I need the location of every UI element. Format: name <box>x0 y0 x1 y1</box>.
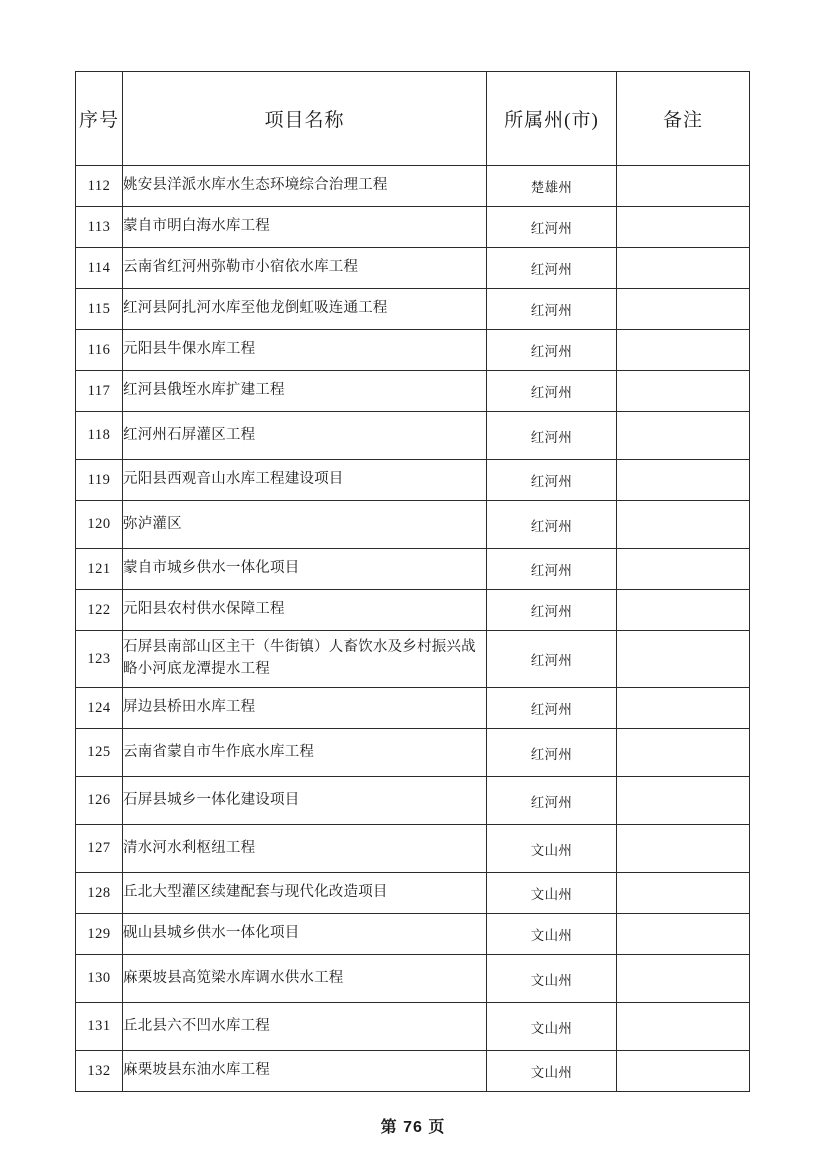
table-row <box>76 460 750 501</box>
cell-project-name: 蒙自市城乡供水一体化项目 <box>123 549 487 590</box>
cell-remark <box>617 289 750 330</box>
table-row <box>76 371 750 412</box>
cell-project-name: 元阳县农村供水保障工程 <box>123 590 487 631</box>
cell-index: 124 <box>76 688 123 729</box>
cell-project-name: 砚山县城乡供水一体化项目 <box>123 914 487 955</box>
column-header-region: 所属州(市) <box>487 72 617 166</box>
cell-remark <box>617 549 750 590</box>
table-body <box>76 166 750 1092</box>
cell-region: 红河州 <box>487 207 617 248</box>
cell-remark <box>617 166 750 207</box>
project-table-container <box>75 71 749 1092</box>
cell-index: 125 <box>76 729 123 777</box>
cell-project-name: 石屏县南部山区主干（牛街镇）人畜饮水及乡村振兴战略小河底龙潭提水工程 <box>123 631 487 688</box>
table-row <box>76 549 750 590</box>
cell-project-name: 麻栗坡县高笕梁水库调水供水工程 <box>123 955 487 1003</box>
table-row <box>76 330 750 371</box>
cell-index: 122 <box>76 590 123 631</box>
cell-region: 红河州 <box>487 631 617 688</box>
table-row <box>76 166 750 207</box>
cell-project-name: 丘北县六不凹水库工程 <box>123 1003 487 1051</box>
table-row <box>76 207 750 248</box>
table-row <box>76 729 750 777</box>
table-row <box>76 501 750 549</box>
cell-remark <box>617 873 750 914</box>
cell-remark <box>617 1003 750 1051</box>
cell-index: 132 <box>76 1051 123 1092</box>
cell-index: 114 <box>76 248 123 289</box>
cell-index: 121 <box>76 549 123 590</box>
cell-project-name: 云南省红河州弥勒市小宿依水库工程 <box>123 248 487 289</box>
cell-remark <box>617 460 750 501</box>
cell-index: 116 <box>76 330 123 371</box>
cell-index: 112 <box>76 166 123 207</box>
table-row <box>76 1003 750 1051</box>
cell-index: 113 <box>76 207 123 248</box>
cell-region: 文山州 <box>487 873 617 914</box>
column-header-remark: 备注 <box>617 72 750 166</box>
table-row <box>76 688 750 729</box>
cell-index: 129 <box>76 914 123 955</box>
cell-remark <box>617 825 750 873</box>
cell-index: 127 <box>76 825 123 873</box>
table-row <box>76 914 750 955</box>
cell-project-name: 弥泸灌区 <box>123 501 487 549</box>
table-row <box>76 590 750 631</box>
table-header <box>76 72 750 166</box>
cell-project-name: 红河县俄垤水库扩建工程 <box>123 371 487 412</box>
cell-region: 红河州 <box>487 777 617 825</box>
cell-region: 楚雄州 <box>487 166 617 207</box>
cell-index: 115 <box>76 289 123 330</box>
cell-project-name: 蒙自市明白海水库工程 <box>123 207 487 248</box>
cell-region: 红河州 <box>487 590 617 631</box>
table-row <box>76 1051 750 1092</box>
table-row <box>76 631 750 688</box>
cell-project-name: 石屏县城乡一体化建设项目 <box>123 777 487 825</box>
cell-remark <box>617 371 750 412</box>
cell-index: 120 <box>76 501 123 549</box>
cell-region: 红河州 <box>487 330 617 371</box>
cell-project-name: 元阳县西观音山水库工程建设项目 <box>123 460 487 501</box>
column-header-index: 序号 <box>76 72 123 166</box>
cell-remark <box>617 914 750 955</box>
cell-remark <box>617 1051 750 1092</box>
cell-region: 红河州 <box>487 501 617 549</box>
cell-remark <box>617 777 750 825</box>
cell-project-name: 清水河水利枢纽工程 <box>123 825 487 873</box>
cell-project-name: 丘北大型灌区续建配套与现代化改造项目 <box>123 873 487 914</box>
cell-region: 文山州 <box>487 914 617 955</box>
cell-region: 红河州 <box>487 549 617 590</box>
cell-index: 119 <box>76 460 123 501</box>
cell-project-name: 元阳县牛倮水库工程 <box>123 330 487 371</box>
cell-project-name: 云南省蒙自市牛作底水库工程 <box>123 729 487 777</box>
table-row <box>76 873 750 914</box>
cell-index: 128 <box>76 873 123 914</box>
cell-project-name: 姚安县洋派水库水生态环境综合治理工程 <box>123 166 487 207</box>
cell-region: 文山州 <box>487 825 617 873</box>
column-header-name: 项目名称 <box>123 72 487 166</box>
cell-index: 131 <box>76 1003 123 1051</box>
cell-remark <box>617 501 750 549</box>
cell-remark <box>617 330 750 371</box>
table-header-row <box>76 72 750 166</box>
project-table <box>75 71 750 1092</box>
cell-region: 红河州 <box>487 729 617 777</box>
cell-remark <box>617 248 750 289</box>
cell-region: 红河州 <box>487 412 617 460</box>
cell-index: 123 <box>76 631 123 688</box>
cell-project-name: 红河州石屏灌区工程 <box>123 412 487 460</box>
table-row <box>76 777 750 825</box>
cell-project-name: 麻栗坡县东油水库工程 <box>123 1051 487 1092</box>
cell-project-name: 红河县阿扎河水库至他龙倒虹吸连通工程 <box>123 289 487 330</box>
cell-remark <box>617 955 750 1003</box>
cell-remark <box>617 631 750 688</box>
cell-region: 红河州 <box>487 371 617 412</box>
cell-region: 红河州 <box>487 688 617 729</box>
cell-remark <box>617 412 750 460</box>
cell-region: 红河州 <box>487 289 617 330</box>
cell-region: 文山州 <box>487 955 617 1003</box>
cell-remark <box>617 207 750 248</box>
cell-index: 118 <box>76 412 123 460</box>
cell-index: 126 <box>76 777 123 825</box>
cell-region: 文山州 <box>487 1051 617 1092</box>
table-row <box>76 955 750 1003</box>
page-number-footer: 第 76 页 <box>380 1119 446 1136</box>
cell-remark <box>617 729 750 777</box>
cell-region: 红河州 <box>487 460 617 501</box>
table-row <box>76 825 750 873</box>
cell-remark <box>617 688 750 729</box>
table-row <box>76 248 750 289</box>
table-row <box>76 412 750 460</box>
table-row <box>76 289 750 330</box>
cell-index: 117 <box>76 371 123 412</box>
cell-remark <box>617 590 750 631</box>
cell-region: 红河州 <box>487 248 617 289</box>
cell-region: 文山州 <box>487 1003 617 1051</box>
cell-project-name: 屏边县桥田水库工程 <box>123 688 487 729</box>
cell-index: 130 <box>76 955 123 1003</box>
